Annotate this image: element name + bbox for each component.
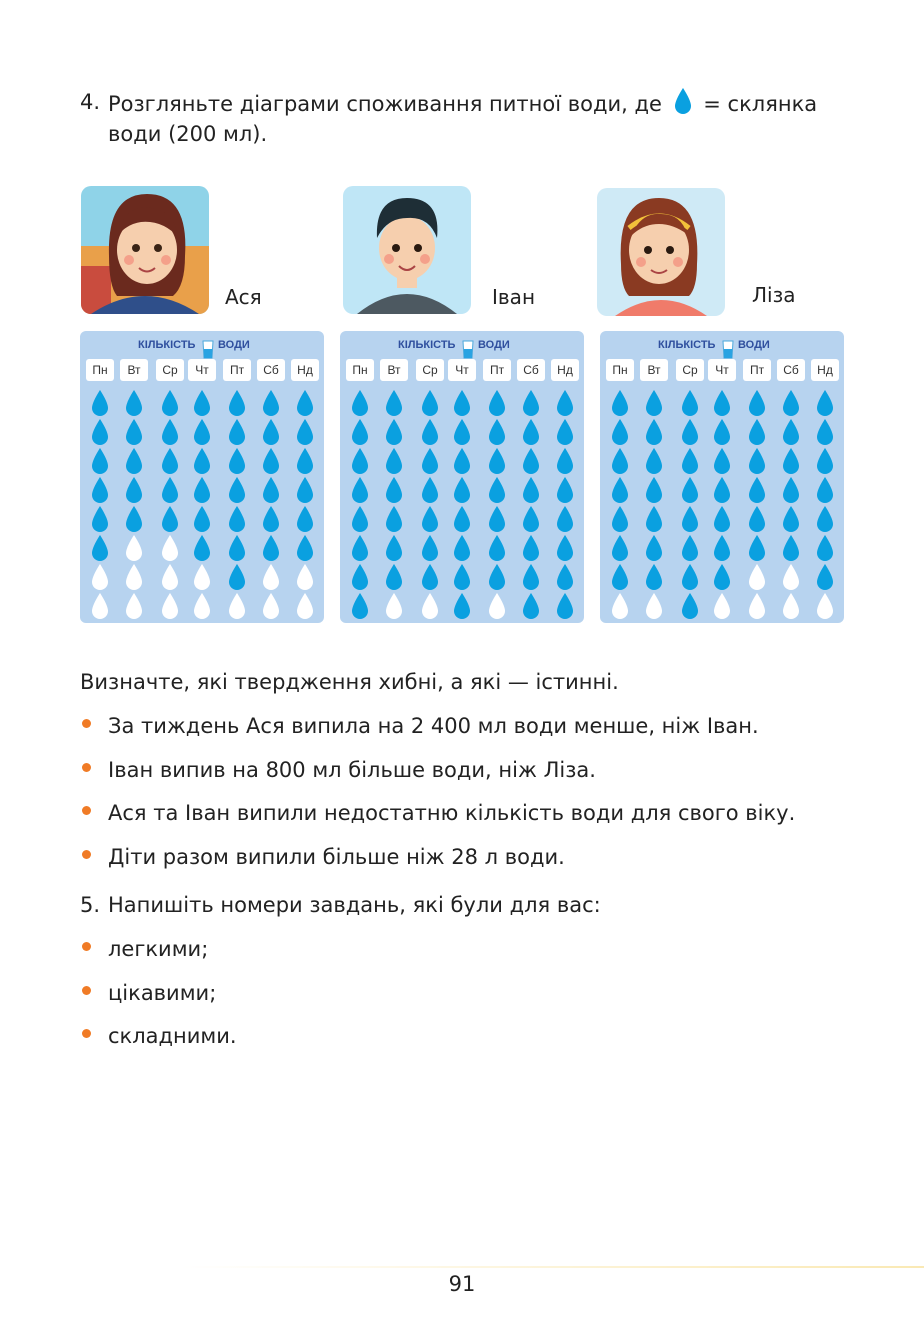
water-chart-asya (80, 331, 324, 623)
water-drop-full (352, 593, 368, 619)
water-drop-full (682, 390, 698, 416)
water-drop-full (646, 448, 662, 474)
statements-intro: Визначте, які твердження хибні, а які — істинні. (80, 670, 619, 694)
water-drop-full (352, 506, 368, 532)
water-drop-full (352, 419, 368, 445)
water-drop-full (422, 535, 438, 561)
water-drop-full (194, 448, 210, 474)
water-drop-full (92, 506, 108, 532)
water-drop-full (817, 448, 833, 474)
water-drop-full (162, 448, 178, 474)
water-drop-full (612, 448, 628, 474)
water-drop-full (297, 506, 313, 532)
water-drop-full (263, 535, 279, 561)
chart-title (600, 335, 844, 359)
water-drop-full (714, 506, 730, 532)
water-drop-full (489, 535, 505, 561)
water-drop-full (749, 419, 765, 445)
chart-title-left: КІЛЬКІСТЬ (398, 339, 456, 351)
water-drop-full (714, 448, 730, 474)
task-4-text-line2: води (200 мл). (108, 122, 268, 146)
water-drop-full (454, 593, 470, 619)
chart-title-right: ВОДИ (218, 339, 250, 351)
water-drop-full (489, 477, 505, 503)
water-drop-full (297, 419, 313, 445)
water-drop-full (92, 419, 108, 445)
water-drop-full (557, 477, 573, 503)
day-label: Чт (448, 359, 476, 381)
water-drop-full (646, 535, 662, 561)
water-drop-full (386, 390, 402, 416)
water-drop-full (749, 506, 765, 532)
water-drop-full (557, 419, 573, 445)
water-drop-full (263, 477, 279, 503)
day-label: Вт (380, 359, 408, 381)
water-drop-full (523, 419, 539, 445)
day-label: Пн (606, 359, 634, 381)
water-drop-full (352, 390, 368, 416)
water-drop-empty (783, 564, 799, 590)
water-drop-full (454, 506, 470, 532)
water-drop-full (783, 506, 799, 532)
water-drop-empty (749, 593, 765, 619)
water-drop-full (523, 448, 539, 474)
water-drop-full (422, 419, 438, 445)
water-drop-empty (92, 593, 108, 619)
water-drop-full (682, 506, 698, 532)
day-label: Ср (156, 359, 184, 381)
water-drop-full (612, 419, 628, 445)
day-labels (605, 359, 841, 383)
task-5-option: легкими; (108, 937, 209, 961)
day-label: Чт (708, 359, 736, 381)
bullet-icon (82, 1029, 91, 1038)
water-drop-full (352, 477, 368, 503)
bullet-icon (82, 850, 91, 859)
water-drop-full (454, 448, 470, 474)
chart-title-right: ВОДИ (478, 339, 510, 351)
water-drop-icon (673, 87, 693, 117)
water-drop-full (749, 448, 765, 474)
day-label: Нд (291, 359, 319, 381)
day-label: Вт (640, 359, 668, 381)
water-drop-full (194, 419, 210, 445)
day-labels (345, 359, 581, 383)
drops-grid (340, 389, 584, 621)
water-drop-empty (817, 593, 833, 619)
water-drop-full (523, 593, 539, 619)
day-label: Ср (676, 359, 704, 381)
water-drop-full (454, 419, 470, 445)
water-drop-full (557, 564, 573, 590)
glass-icon (202, 337, 214, 359)
water-drop-empty (749, 564, 765, 590)
water-drop-full (126, 477, 142, 503)
day-label: Пн (346, 359, 374, 381)
water-drop-full (229, 477, 245, 503)
drops-grid (80, 389, 324, 621)
water-drop-full (523, 477, 539, 503)
water-drop-full (523, 506, 539, 532)
water-drop-full (92, 477, 108, 503)
water-drop-full (386, 564, 402, 590)
water-drop-full (263, 390, 279, 416)
water-drop-full (749, 477, 765, 503)
water-drop-full (386, 477, 402, 503)
water-drop-empty (263, 564, 279, 590)
task-5-number: 5. (80, 893, 101, 917)
water-chart-liza (600, 331, 844, 623)
water-drop-full (612, 535, 628, 561)
water-drop-full (126, 419, 142, 445)
water-drop-empty (422, 593, 438, 619)
water-drop-empty (714, 593, 730, 619)
water-drop-full (682, 593, 698, 619)
water-drop-full (263, 506, 279, 532)
water-drop-full (557, 448, 573, 474)
water-drop-full (817, 390, 833, 416)
water-drop-full (749, 535, 765, 561)
water-drop-full (386, 419, 402, 445)
avatar-ivan (343, 186, 471, 314)
water-drop-empty (263, 593, 279, 619)
water-drop-full (422, 390, 438, 416)
water-drop-full (682, 564, 698, 590)
water-drop-full (714, 535, 730, 561)
day-labels (85, 359, 321, 383)
water-drop-empty (386, 593, 402, 619)
chart-title-left: КІЛЬКІСТЬ (138, 339, 196, 351)
water-drop-full (229, 506, 245, 532)
water-drop-full (489, 564, 505, 590)
water-drop-full (92, 448, 108, 474)
day-label: Нд (551, 359, 579, 381)
water-drop-full (783, 419, 799, 445)
avatar-liza (597, 188, 725, 316)
water-drop-full (126, 390, 142, 416)
bullet-icon (82, 763, 91, 772)
water-drop-empty (126, 535, 142, 561)
water-drop-empty (612, 593, 628, 619)
water-drop-full (682, 419, 698, 445)
water-drop-full (489, 448, 505, 474)
chart-title (80, 335, 324, 359)
water-drop-full (194, 535, 210, 561)
water-drop-full (92, 535, 108, 561)
task-5-option: складними. (108, 1024, 237, 1048)
water-drop-full (229, 535, 245, 561)
day-label: Сб (257, 359, 285, 381)
water-drop-empty (162, 564, 178, 590)
water-drop-full (714, 419, 730, 445)
day-label: Чт (188, 359, 216, 381)
water-drop-full (454, 390, 470, 416)
water-drop-full (352, 564, 368, 590)
water-drop-full (263, 448, 279, 474)
water-drop-empty (229, 593, 245, 619)
water-drop-full (162, 390, 178, 416)
water-drop-full (682, 477, 698, 503)
water-drop-full (229, 448, 245, 474)
water-drop-empty (194, 564, 210, 590)
water-drop-full (817, 477, 833, 503)
water-drop-full (162, 477, 178, 503)
day-label: Вт (120, 359, 148, 381)
page-number: 91 (448, 1272, 476, 1296)
water-drop-full (646, 506, 662, 532)
water-drop-full (229, 390, 245, 416)
water-drop-full (783, 390, 799, 416)
water-drop-empty (783, 593, 799, 619)
bullet-icon (82, 719, 91, 728)
task-4-number: 4. (80, 90, 101, 114)
day-label: Пт (483, 359, 511, 381)
chart-title-left: КІЛЬКІСТЬ (658, 339, 716, 351)
water-drop-empty (646, 593, 662, 619)
water-drop-empty (194, 593, 210, 619)
water-drop-full (92, 390, 108, 416)
water-drop-full (612, 564, 628, 590)
glass-icon (722, 337, 734, 359)
day-label: Пт (743, 359, 771, 381)
bullet-icon (82, 986, 91, 995)
water-drop-full (714, 477, 730, 503)
water-drop-empty (162, 535, 178, 561)
water-drop-full (557, 390, 573, 416)
water-drop-full (817, 535, 833, 561)
water-drop-full (229, 564, 245, 590)
water-drop-full (454, 564, 470, 590)
water-drop-full (422, 448, 438, 474)
water-drop-full (646, 419, 662, 445)
water-drop-full (422, 477, 438, 503)
water-drop-full (557, 535, 573, 561)
statement-item: За тиждень Ася випила на 2 400 мл води менше, ніж Іван. (108, 714, 759, 738)
water-drop-full (126, 448, 142, 474)
kid-name-ivan: Іван (492, 285, 536, 309)
task-4 (80, 87, 850, 151)
water-drop-full (386, 535, 402, 561)
water-drop-full (489, 506, 505, 532)
water-drop-full (297, 448, 313, 474)
water-drop-full (714, 564, 730, 590)
task-5-text: Напишіть номери завдань, які були для вас: (108, 893, 601, 917)
water-drop-full (194, 477, 210, 503)
water-drop-full (454, 535, 470, 561)
water-drop-full (523, 390, 539, 416)
water-drop-full (646, 390, 662, 416)
water-drop-full (682, 448, 698, 474)
water-drop-full (194, 390, 210, 416)
water-drop-full (557, 593, 573, 619)
water-drop-empty (297, 593, 313, 619)
water-drop-full (646, 564, 662, 590)
water-drop-full (817, 419, 833, 445)
day-label: Сб (777, 359, 805, 381)
avatar-asya (81, 186, 209, 314)
task-4-text-end: = склянка (703, 92, 818, 116)
water-drop-full (422, 564, 438, 590)
task-5-option: цікавими; (108, 981, 217, 1005)
water-drop-full (489, 390, 505, 416)
water-drop-full (557, 506, 573, 532)
water-drop-full (229, 419, 245, 445)
day-label: Ср (416, 359, 444, 381)
water-drop-full (194, 506, 210, 532)
day-label: Пн (86, 359, 114, 381)
drops-grid (600, 389, 844, 621)
water-drop-empty (162, 593, 178, 619)
water-drop-full (454, 477, 470, 503)
water-drop-full (263, 419, 279, 445)
water-drop-full (783, 448, 799, 474)
statement-item: Ася та Іван випили недостатню кількість води для свого віку. (108, 801, 796, 825)
statement-item: Діти разом випили більше ніж 28 л води. (108, 845, 565, 869)
water-drop-full (352, 535, 368, 561)
day-label: Пт (223, 359, 251, 381)
water-drop-full (386, 448, 402, 474)
water-drop-full (817, 564, 833, 590)
bullet-icon (82, 942, 91, 951)
chart-title (340, 335, 584, 359)
water-drop-empty (489, 593, 505, 619)
water-drop-full (386, 506, 402, 532)
water-drop-full (523, 535, 539, 561)
bullet-icon (82, 806, 91, 815)
water-drop-full (422, 506, 438, 532)
water-drop-full (749, 390, 765, 416)
water-drop-full (297, 477, 313, 503)
water-drop-full (162, 419, 178, 445)
water-drop-empty (126, 564, 142, 590)
day-label: Нд (811, 359, 839, 381)
water-drop-full (783, 535, 799, 561)
chart-title-right: ВОДИ (738, 339, 770, 351)
glass-icon (462, 337, 474, 359)
kid-name-liza: Ліза (752, 283, 796, 307)
water-drop-empty (92, 564, 108, 590)
kid-name-asya: Ася (225, 285, 262, 309)
water-drop-full (612, 506, 628, 532)
water-drop-full (297, 390, 313, 416)
water-drop-full (682, 535, 698, 561)
water-drop-full (612, 477, 628, 503)
water-drop-empty (126, 593, 142, 619)
water-chart-ivan (340, 331, 584, 623)
water-drop-full (489, 419, 505, 445)
task-4-text (108, 87, 848, 149)
water-drop-full (297, 535, 313, 561)
task-4-text-start: Розгляньте діаграми споживання питної води, де (108, 92, 662, 116)
water-drop-full (523, 564, 539, 590)
water-drop-empty (297, 564, 313, 590)
water-drop-full (714, 390, 730, 416)
water-drop-full (162, 506, 178, 532)
water-drop-full (817, 506, 833, 532)
water-drop-full (126, 506, 142, 532)
water-drop-full (612, 390, 628, 416)
water-drop-full (352, 448, 368, 474)
day-label: Сб (517, 359, 545, 381)
statement-item: Іван випив на 800 мл більше води, ніж Ліза. (108, 758, 596, 782)
water-drop-full (783, 477, 799, 503)
water-drop-full (646, 477, 662, 503)
